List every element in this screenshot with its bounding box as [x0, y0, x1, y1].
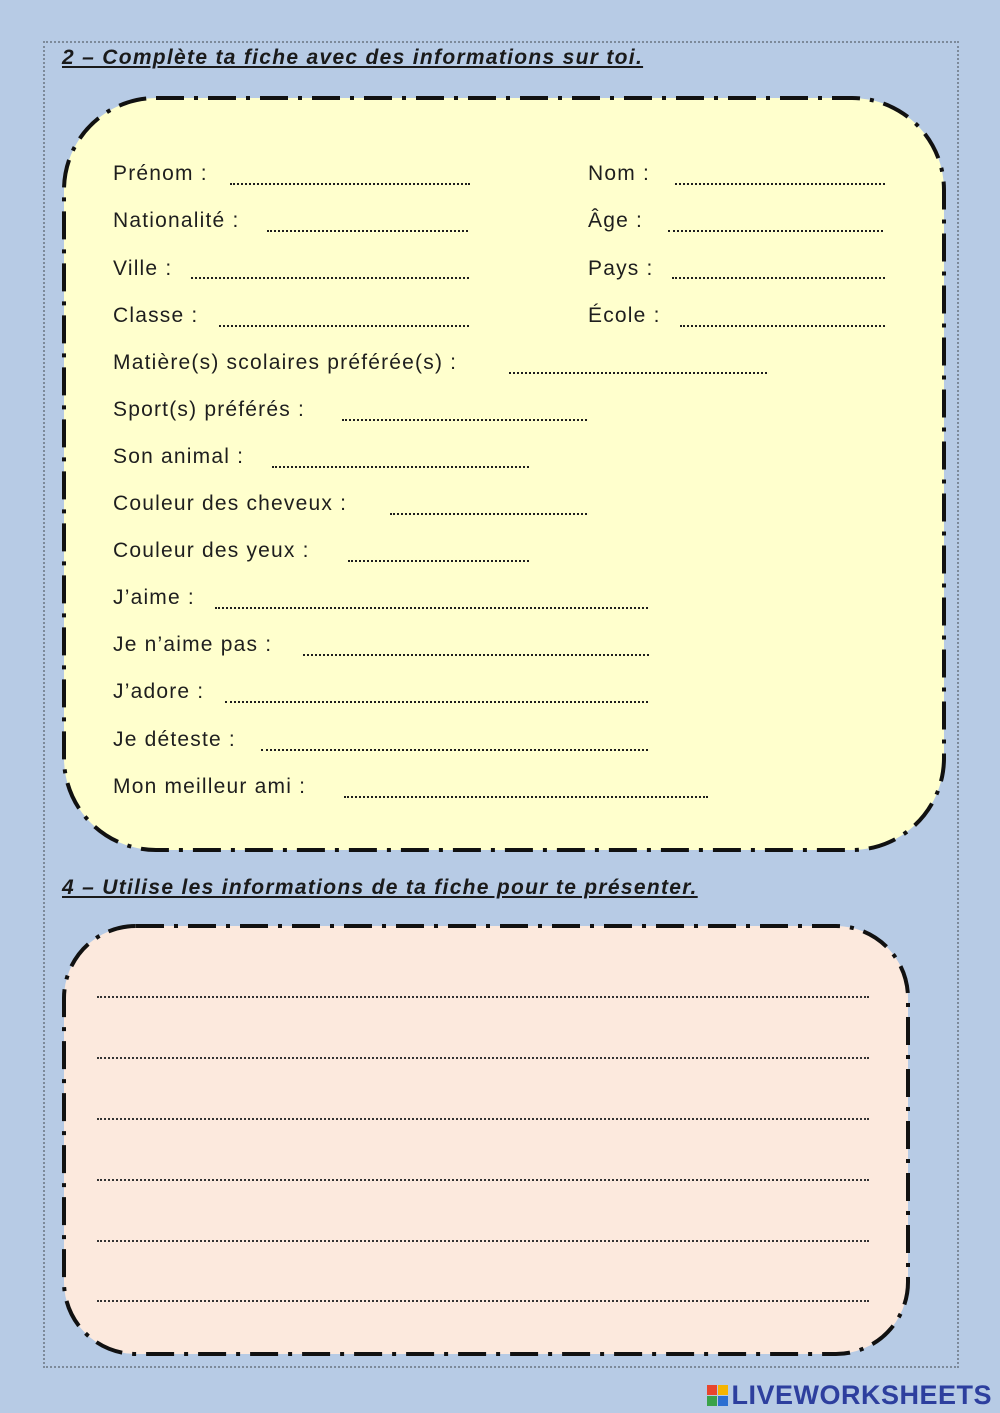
field-label-animal: Son animal : [113, 445, 245, 468]
field-input-jadore[interactable] [225, 701, 648, 703]
field-input-prenom[interactable] [230, 183, 470, 185]
field-input-classe[interactable] [219, 325, 469, 327]
field-label-nom: Nom : [588, 162, 651, 185]
field-label-ecole: École : [588, 304, 661, 327]
liveworksheets-logo-icon [707, 1385, 729, 1407]
field-label-jadore: J’adore : [113, 680, 205, 703]
writing-line-5[interactable] [97, 1240, 869, 1242]
field-label-ville: Ville : [113, 257, 173, 280]
section-4-heading: 4 – Utilise les informations de ta fiche pour te présenter. [62, 876, 698, 899]
field-input-je-deteste[interactable] [261, 749, 648, 751]
liveworksheets-logo[interactable] [707, 1380, 992, 1411]
field-input-age[interactable] [668, 230, 883, 232]
field-label-nationalite: Nationalité : [113, 209, 240, 232]
field-label-meilleur-ami: Mon meilleur ami : [113, 775, 307, 798]
writing-line-3[interactable] [97, 1118, 869, 1120]
field-label-matieres: Matière(s) scolaires préférée(s) : [113, 351, 458, 374]
field-input-yeux[interactable] [348, 560, 529, 562]
field-label-classe: Classe : [113, 304, 199, 327]
writing-line-6[interactable] [97, 1300, 869, 1302]
field-input-nom[interactable] [675, 183, 885, 185]
field-input-sports[interactable] [342, 419, 587, 421]
field-input-ville[interactable] [191, 277, 469, 279]
brand-name: LIVEWORKSHEETS [731, 1380, 992, 1410]
field-label-je-deteste: Je déteste : [113, 728, 236, 751]
presentation-card [62, 924, 910, 1356]
field-input-matieres[interactable] [509, 372, 767, 374]
field-input-jaime[interactable] [215, 607, 648, 609]
field-label-je-naime-pas: Je n’aime pas : [113, 633, 273, 656]
field-label-pays: Pays : [588, 257, 654, 280]
field-input-ecole[interactable] [680, 325, 885, 327]
field-label-yeux: Couleur des yeux : [113, 539, 310, 562]
field-input-meilleur-ami[interactable] [344, 796, 708, 798]
field-label-prenom: Prénom : [113, 162, 208, 185]
field-input-pays[interactable] [672, 277, 885, 279]
field-input-nationalite[interactable] [267, 230, 468, 232]
personal-info-card [62, 96, 946, 852]
field-input-je-naime-pas[interactable] [303, 654, 649, 656]
field-label-cheveux: Couleur des cheveux : [113, 492, 348, 515]
field-label-sports: Sport(s) préférés : [113, 398, 306, 421]
field-input-cheveux[interactable] [390, 513, 587, 515]
field-label-age: Âge : [588, 209, 644, 232]
section-2-heading: 2 – Complète ta fiche avec des informations sur toi. [62, 46, 644, 69]
field-label-jaime: J’aime : [113, 586, 195, 609]
writing-line-1[interactable] [97, 996, 869, 998]
card-dashed-border [62, 924, 910, 1356]
writing-line-4[interactable] [97, 1179, 869, 1181]
writing-line-2[interactable] [97, 1057, 869, 1059]
field-input-animal[interactable] [272, 466, 529, 468]
